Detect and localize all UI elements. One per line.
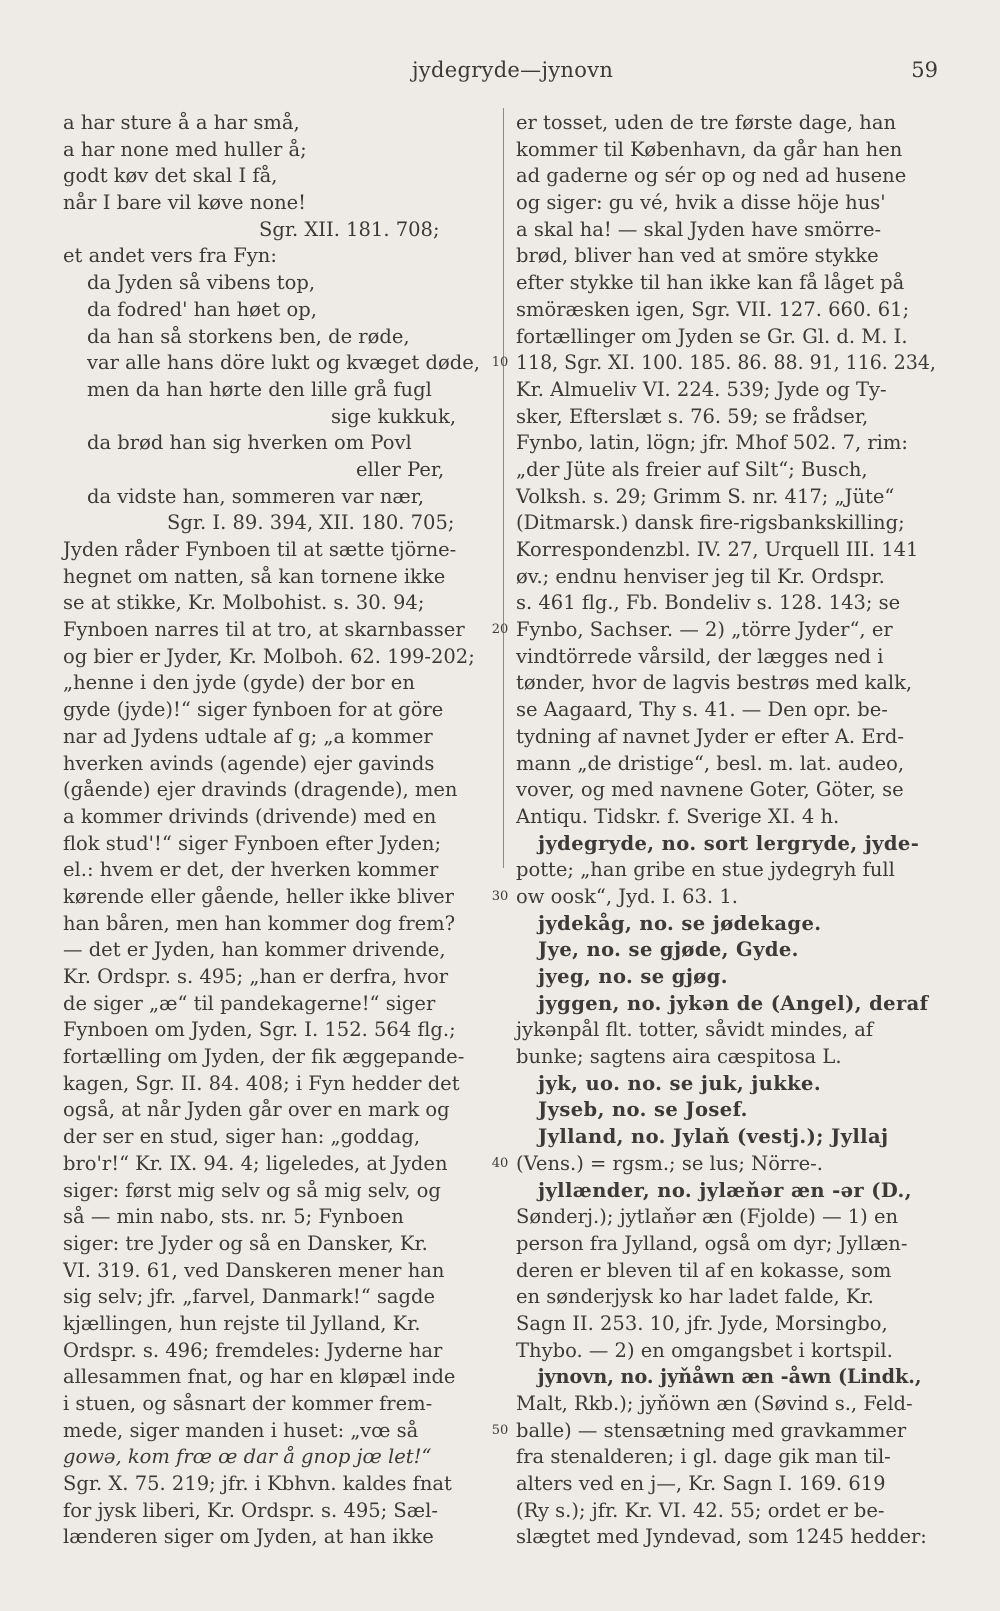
entry-line: jyeg, no. se gjøg. [538,965,728,988]
text-line: slægtet med Jyndevad, som 1245 hedder: [516,1525,927,1549]
text-line: og bier er Jyder, Kr. Molboh. 62. 199-202; [63,644,475,668]
text-line: siger: først mig selv og så mig selv, og [63,1178,441,1202]
text-line: fortællinger om Jyden se Gr. Gl. d. M. I. [516,324,908,348]
text-line: siger: tre Jyder og så en Dansker, Kr. [63,1231,428,1255]
running-head: jydegryde—jynovn [412,58,614,82]
text-line: Jyden råder Fynboen til at sætte tjörne- [63,538,457,561]
text-line: mann „de dristige“, besl. m. lat. audeo, [516,751,905,775]
text-line: men da han hørte den lille grå fugl [87,377,432,401]
text-line: ad gaderne og sér op og ned ad husene [516,164,907,188]
text-line: Ordspr. s. 496; fremdeles: Jyderne har [63,1338,443,1362]
text-line: (Ditmarsk.) dansk fire-rigsbankskilling; [516,511,905,535]
text-line: (Vens.) = rgsm.; se lus; Nörre-. [516,1151,823,1175]
text-line: da fodred' han høet op, [87,297,317,321]
text-line: han båren, men han kommer dog frem? [63,911,456,935]
text-line: Kr. Ordspr. s. 495; „han er derfra, hvor [63,965,449,988]
text-line: for jysk liberi, Kr. Ordspr. s. 495; Sæl- [63,1498,438,1522]
entry-line: Jyseb, no. se Josef. [538,1098,748,1122]
text-line: brød, bliver han ved at smöre stykke [516,244,879,268]
text-line: sige kukkuk, [331,404,457,428]
text-line: fra stenalderen; i gl. dage gik man til- [516,1445,891,1469]
text-line: lænderen siger om Jyden, at han ikke [63,1525,434,1549]
text-line: a skal ha! — skal Jyden have smörre- [516,217,882,241]
text-line: eller Per, [356,457,445,481]
text-line: Malt, Rkb.); jyňöwn æn (Søvind s., Feld- [516,1392,913,1415]
text-line: kommer til København, da går han hen [516,137,903,161]
text-line: potte; „han gribe en stue jydegryh full [516,858,895,882]
text-line: sig selv; jfr. „farvel, Danmark!“ sagde [63,1285,436,1309]
text-line: bunke; sagtens aira cæspitosa L. [516,1045,842,1069]
text-line: gyde (jyde)!“ siger fynboen for at göre [63,698,444,722]
text-line: Fynbo, Sachser. — 2) „törre Jyder“, er [516,618,893,642]
text-line: a har sture å a har små, [63,111,300,134]
entry-line: Jylland, no. Jylaň (vestj.); Jyllaj [538,1125,889,1149]
text-line: når I bare vil køve none! [63,191,307,215]
text-line: 118, Sgr. XI. 100. 185. 86. 88. 91, 116. 234, [516,351,936,375]
text-line: kagen, Sgr. II. 84. 408; i Fyn hedder det [63,1071,460,1095]
text-line: „der Jüte als freier auf Silt“; Busch, [516,457,868,481]
text-line: et andet vers fra Fyn: [63,244,277,268]
text-line: person fra Jylland, også om dyr; Jyllæn- [516,1231,908,1255]
text-line: gowə, kom frœ œ dar å gnop jœ let!“ [63,1445,432,1469]
text-line: „henne i den jyde (gyde) der bor en [63,671,415,695]
entry-line: Jye, no. se gjøde, Gyde. [538,938,799,962]
text-line: Fynboen om Jyden, Sgr. I. 152. 564 flg.; [63,1018,456,1042]
text-line: Kr. Almueliv VI. 224. 539; Jyde og Ty- [516,377,887,401]
text-line: se Aagaard, Thy s. 41. — Den opr. be- [516,698,888,722]
text-line: da han så storkens ben, de røde, [87,324,410,348]
text-line: vover, og med navnene Goter, Göter, se [516,778,904,802]
text-line: vindtörrede vårsild, der lægges ned i [516,644,884,668]
text-line: kørende eller gående, heller ikke bliver [63,884,454,908]
text-line: også, at når Jyden går over en mark og [63,1098,450,1122]
text-line: tydning af navnet Jyder er efter A. Erd- [516,724,904,748]
text-line: Fynbo, latin, lögn; jfr. Mhof 502. 7, rim: [516,431,908,455]
text-line: nar ad Jydens udtale af g; „a kommer [63,724,433,748]
text-line: Sønderj.); jytlaňər æn (Fjolde) — 1) en [516,1205,899,1229]
text-line: hverken avinds (agende) ejer gavinds [63,751,435,775]
line-number: 10 [491,355,509,370]
text-line: deren er bleven til af en kokasse, som [516,1258,892,1282]
text-line: Korrespondenzbl. IV. 27, Urquell III. 141 [516,538,919,561]
right-column [516,110,936,1551]
text-line: en sønderjysk ko har ladet falde, Kr. [516,1285,874,1309]
line-number: 30 [491,889,509,904]
text-line: (gående) ejer dravinds (dragende), men [63,778,458,802]
text-line: godt køv det skal I få, [63,164,278,188]
text-line: Sgr. I. 89. 394, XII. 180. 705; [167,511,455,535]
text-line: alters ved en j—, Kr. Sagn I. 169. 619 [516,1472,886,1496]
text-line: (Ry s.); jfr. Kr. VI. 42. 55; ordet er be- [516,1498,885,1522]
text-line: VI. 319. 61, ved Danskeren mener han [63,1258,445,1282]
text-line: da Jyden så vibens top, [87,271,316,295]
text-line: efter stykke til han ikke kan få låget på [516,271,905,295]
text-line: der ser en stud, siger han: „goddag, [63,1125,421,1149]
text-line: el.: hvem er det, der hverken kommer [63,858,439,882]
text-line: mede, siger manden i huset: „vœ så [63,1418,419,1442]
text-line: allesammen fnat, og har en kløpæl inde [63,1365,456,1389]
text-line: de siger „æ“ til pandekagerne!“ siger [63,991,436,1015]
page-header [0,58,1000,88]
page-number: 59 [911,58,938,82]
text-line: kjællingen, hun rejste til Jylland, Kr. [63,1311,421,1335]
text-line: flok stud'!“ siger Fynboen efter Jyden; [63,831,442,855]
text-line: Antiqu. Tidskr. f. Sverige XI. 4 h. [516,804,840,828]
text-line: tønder, hvor de lagvis bestrøs med kalk, [516,671,913,695]
text-line: Thybo. — 2) en omgangsbet i kortspil. [516,1338,893,1362]
entry-line: jynovn, no. jyňåwn æn -åwn (Lindk., [537,1365,922,1389]
line-number: 20 [491,622,509,637]
text-line: Sgr. XII. 181. 708; [259,217,440,241]
text-line: bro'r!“ Kr. IX. 94. 4; ligeledes, at Jyden [63,1151,448,1175]
text-line: Sgr. X. 75. 219; jfr. i Kbhvn. kaldes fnat [63,1472,452,1496]
text-line: se at stikke, Kr. Molbohist. s. 30. 94; [63,591,425,615]
text-line: a har none med huller å; [63,137,307,161]
text-line: da brød han sig hverken om Povl [87,431,412,455]
entry-line: jyllænder, no. jylæňər æn -ər (D., [538,1178,912,1202]
entry-line: jydekåg, no. se jødekage. [538,911,822,935]
left-column [63,110,500,1551]
text-line: balle) — stensætning med gravkammer [516,1418,907,1442]
entry-line: jyk, uo. no. se juk, jukke. [538,1071,822,1095]
text-line: Volksh. s. 29; Grimm S. nr. 417; „Jüte“ [516,484,895,508]
text-line: og siger: gu vé, hvik a disse höje hus' [516,191,886,215]
text-line: a kommer drivinds (drivende) med en [63,804,437,828]
text-line: så — min nabo, sts. nr. 5; Fynboen [63,1205,404,1229]
text-line: øv.; endnu henviser jeg til Kr. Ordspr. [516,564,885,588]
text-line: ow oosk“, Jyd. I. 63. 1. [516,884,738,908]
text-line: — det er Jyden, han kommer drivende, [63,938,446,962]
text-line: Sagn II. 253. 10, jfr. Jyde, Morsingbo, [516,1311,888,1335]
text-line: s. 461 flg., Fb. Bondeliv s. 128. 143; se [516,591,901,615]
text-line: hegnet om natten, så kan tornene ikke [63,564,446,588]
text-line: smöræsken igen, Sgr. VII. 127. 660. 61; [516,297,910,321]
text-line: da vidste han, sommeren var nær, [87,484,425,508]
text-line: var alle hans döre lukt og kvæget døde, [87,351,480,375]
text-line: er tosset, uden de tre første dage, han [516,111,897,134]
entry-line: jyggen, no. jykən de (Angel), deraf [538,991,929,1015]
line-number: 40 [491,1156,509,1171]
text-line: i stuen, og såsnart der kommer frem- [63,1392,433,1415]
text-line: jykənpål flt. totter, såvidt mindes, af [516,1018,874,1042]
text-line: sker, Efterslæt s. 76. 59; se frådser, [516,404,869,428]
line-number: 50 [491,1423,509,1438]
text-line: Fynboen narres til at tro, at skarnbasser [63,618,465,642]
entry-line: jydegryde, no. sort lergryde, jyde- [538,831,920,855]
text-line: fortælling om Jyden, der fik æggepande- [63,1045,465,1069]
column-divider [503,108,504,868]
